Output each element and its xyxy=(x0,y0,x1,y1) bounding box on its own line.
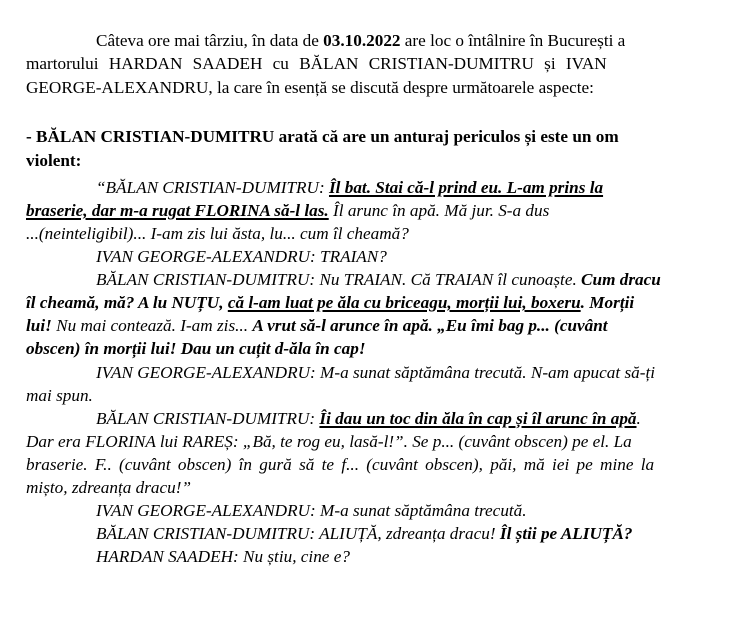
dialogue-4-line-1: IVAN GEORGE-ALEXANDRU: M-a sunat săptămâna trecută. N-am apucat să-ți xyxy=(96,363,655,382)
emphasized-quote: . Morții xyxy=(580,293,635,312)
dialogue-4-line-2: mai spun. xyxy=(26,386,93,405)
section-heading-line-1: - BĂLAN CRISTIAN-DUMITRU arată că are un anturaj periculos și este un om xyxy=(26,127,619,146)
emphasized-quote: Cum dracu xyxy=(581,270,661,289)
dialogue-1-line-2 xyxy=(26,200,549,222)
dialogue-5-line-3: braserie. F.. (cuvânt obscen) în gură să te f... (cuvânt obscen), păi, mă iei pe mine la xyxy=(26,455,655,474)
dialogue-1-line-1 xyxy=(96,177,603,199)
dialogue-8: HARDAN SAADEH: Nu știu, cine e? xyxy=(96,547,350,566)
dialogue-7 xyxy=(96,523,632,545)
quote-text: Îl arunc în apă. Mă jur. S-a dus xyxy=(328,201,550,220)
dialogue-3-line-4: obscen) în morții lui! Dau un cuțit d-ăla în cap! xyxy=(26,339,366,358)
dialogue-1-line-3: ...(neinteligibil)... I-am zis lui ăsta, lu... cum îl cheamă? xyxy=(26,224,409,243)
dialogue-5-line-2: Dar era FLORINA lui RAREȘ: „Bă, te rog eu, lasă-l!”. Se p... (cuvânt obscen) pe el. La xyxy=(26,432,632,451)
intro-text: Câteva ore mai târziu, în data de xyxy=(96,31,324,50)
quote-text: Nu mai contează. I-am zis... xyxy=(51,316,253,335)
emphasized-quote: Îl bat. Stai că-l prind eu. L-am prins la xyxy=(328,178,604,197)
intro-line-2: martorului HARDAN SAADEH cu BĂLAN CRISTIAN-DUMITRU și IVAN xyxy=(26,54,607,73)
intro-line-1 xyxy=(96,30,625,52)
emphasized-quote: îl cheamă, mă? A lu NUȚU, xyxy=(26,293,228,312)
dialogue-5-line-4: miștο, zdreanța dracu!” xyxy=(26,478,192,497)
quote-text: . xyxy=(636,409,641,428)
meeting-date: 03.10.2022 xyxy=(323,31,401,50)
dialogue-3-line-2 xyxy=(26,292,634,314)
emphasized-quote: A vrut să-l arunce în apă. „Eu îmi bag p... (cuvânt xyxy=(252,316,608,335)
dialogue-3-line-1 xyxy=(96,269,661,291)
emphasized-quote: lui! xyxy=(26,316,52,335)
intro-line-3: GEORGE-ALEXANDRU, la care în esență se discută despre următoarele aspecte: xyxy=(26,78,594,97)
dialogue-6: IVAN GEORGE-ALEXANDRU: M-a sunat săptămâna trecută. xyxy=(96,501,527,520)
intro-text: are loc o întâlnire în București a xyxy=(400,31,626,50)
underlined-quote: că l-am luat pe ăla cu briceagu, morții lui, boxeru xyxy=(227,293,581,312)
speaker-label: BĂLAN CRISTIAN-DUMITRU: xyxy=(96,409,320,428)
dialogue-2: IVAN GEORGE-ALEXANDRU: TRAIAN? xyxy=(96,247,387,266)
dialogue-3-line-3 xyxy=(26,315,608,337)
emphasized-quote: braserie, dar m-a rugat FLORINA să-l las. xyxy=(26,201,329,220)
quote-text: BĂLAN CRISTIAN-DUMITRU: ALIUȚĂ, zdreanța dracu! xyxy=(96,524,500,543)
quote-text: Nu TRAIAN. Că TRAIAN îl cunoaște. xyxy=(319,270,582,289)
emphasized-quote: Îl știi pe ALIUȚĂ? xyxy=(499,524,633,543)
underlined-quote: Îi dau un toc din ăla în cap și îl arunc în apă xyxy=(319,409,637,428)
dialogue-5-line-1 xyxy=(96,408,641,430)
section-heading-line-2: violent: xyxy=(26,151,82,170)
speaker-label: BĂLAN CRISTIAN-DUMITRU: xyxy=(96,270,320,289)
speaker-label: “BĂLAN CRISTIAN-DUMITRU: xyxy=(96,178,329,197)
